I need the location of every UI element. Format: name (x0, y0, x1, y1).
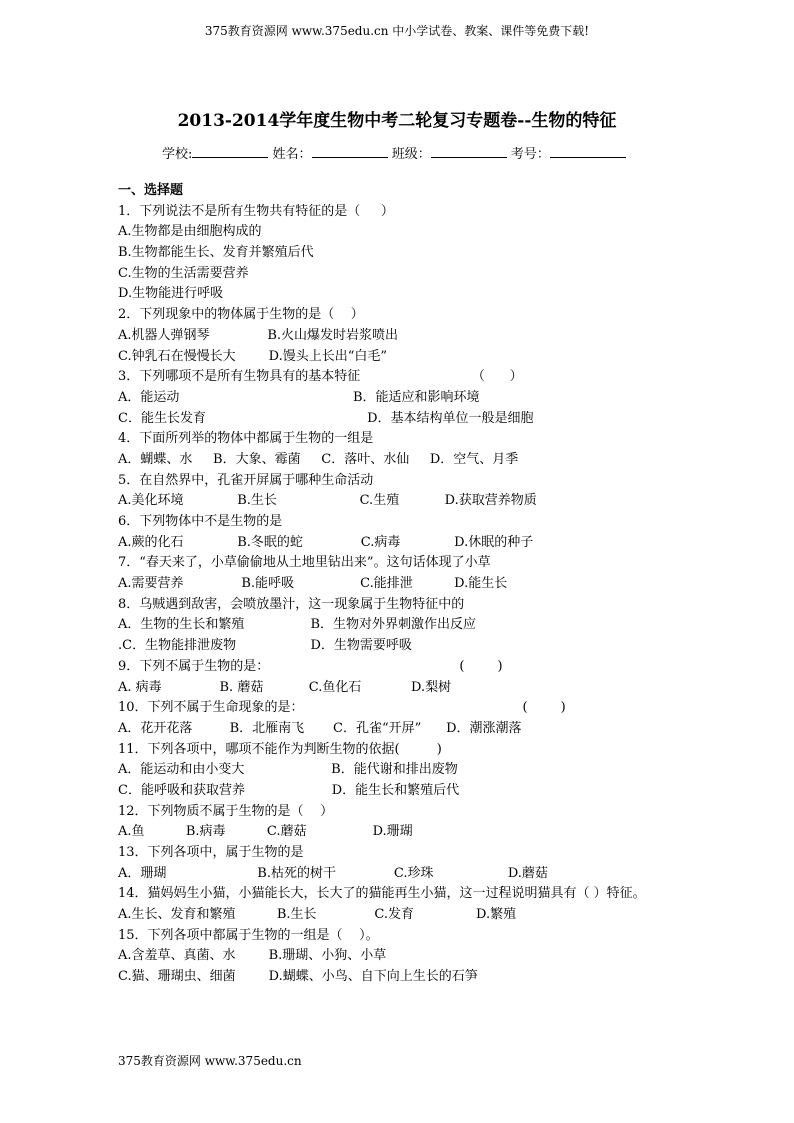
option-line: A.需要营养 B.能呼吸 C.能排泄 D.能生长 (118, 576, 508, 592)
question-line: 1．下列说法不是所有生物共有特征的是（ ） (118, 203, 394, 219)
question-line: 10．下列不属于生命现象的是： ( ) (118, 700, 566, 716)
number-blank (550, 143, 626, 158)
question-line: 4．下面所列举的物体中都属于生物的一组是 (118, 431, 374, 447)
question-line: 8．乌贼遇到敌害，会喷放墨汁，这一现象属于生物特征中的 (118, 596, 465, 612)
option-line: C.猫、珊瑚虫、细菌 D.蝴蝶、小鸟、自下向上生长的石笋 (118, 969, 478, 985)
page-title: 2013-2014学年度生物中考二轮复习专题卷--生物的特征 (177, 111, 617, 131)
option-line: B.生物都能生长、发育并繁殖后代 (118, 245, 314, 261)
question-line: 6．下列物体中不是生物的是 (118, 514, 283, 529)
question-line: 3．下列哪项不是所有生物具有的基本特征 （ ） (118, 369, 523, 385)
option-line: A.鱼 B.病毒 C.蘑菇 D.珊瑚 (118, 824, 413, 840)
question-line: 7．“春天来了，小草偷偷地从土地里钻出来”。这句话体现了小草 (118, 555, 491, 571)
option-line: A.生长、发育和繁殖 B.生长 C.发育 D.繁殖 (118, 907, 517, 923)
question-line: 12．下列物质不属于生物的是（ ） (118, 803, 334, 819)
option-line: A.美化环境 B.生长 C.生殖 D.获取营养物质 (118, 493, 537, 509)
option-line: A. 病毒 B. 蘑菇 C.鱼化石 D.梨树 (118, 679, 452, 695)
option-line: C.钟乳石在慢慢长大 D.馒头上长出“白毛” (118, 348, 388, 364)
name-label: 姓名： (272, 147, 312, 162)
option-line: C．能呼吸和获取营养 D．能生长和繁殖后代 (118, 782, 460, 798)
option-line: A．花开花落 B．北雁南飞 C．孔雀“开屏” D．潮涨潮落 (118, 720, 522, 736)
option-line: D.生物能进行呼吸 (118, 286, 224, 302)
school-blank (192, 143, 268, 158)
option-line: A．珊瑚 B.枯死的树干 C.珍珠 D.蘑菇 (118, 865, 548, 881)
option-line: A.蕨的化石 B.冬眠的蛇 C.病毒 D.休眠的种子 (118, 534, 534, 550)
question-line: 2．下列现象中的物体属于生物的是（ ） (118, 307, 364, 323)
question-line: 9．下列不属于生物的是： ( ) (118, 658, 503, 674)
student-info-row (162, 143, 626, 162)
question-line: 14．猫妈妈生小猫，小猫能长大，长大了的猫能再生小猫，这一过程说明猫具有（ ）特征。 (118, 886, 646, 902)
question-line: 11．下列各项中，哪项不能作为判断生物的依据( ) (118, 741, 442, 757)
class-label: 班级： (391, 147, 431, 162)
option-line: C.生物的生活需要营养 (118, 265, 249, 281)
option-line: A.机器人弹钢琴 B.火山爆发时岩浆喷出 (118, 327, 399, 343)
page-footer: 375教育资源网 www.375edu.cn (118, 1054, 302, 1068)
name-blank (312, 143, 388, 158)
option-line: C．能生长发育 D．基本结构单位一般是细胞 (118, 410, 534, 426)
option-line: A．生物的生长和繁殖 B．生物对外界刺激作出反应 (118, 617, 477, 633)
page-header: 375教育资源网 www.375edu.cn 中小学试卷、教案、课件等免费下载! (204, 24, 590, 38)
option-line: A.含羞草、真菌、水 B.珊瑚、小狗、小草 (118, 948, 387, 964)
option-line: A．蝴蝶、水 B．大象、霉菌 C．落叶、水仙 D．空气、月季 (118, 451, 519, 467)
school-label: 学校: (162, 147, 193, 162)
number-label: 考号： (510, 147, 550, 162)
question-line: 15．下列各项中都属于生物的一组是（ ）。 (118, 927, 379, 943)
option-line: A．能运动和由小变大 B．能代谢和排出废物 (118, 762, 458, 778)
section-heading: 一、选择题 (118, 183, 184, 198)
option-line: A.生物都是由细胞构成的 (118, 224, 262, 240)
class-blank (431, 143, 507, 158)
question-line: 5．在自然界中，孔雀开屏属于哪种生命活动 (118, 472, 374, 488)
question-content (118, 181, 688, 988)
option-line: .C．生物能排泄废物 D．生物需要呼吸 (118, 638, 412, 654)
option-line: A．能运动 B．能适应和影响环境 (118, 389, 480, 405)
question-line: 13．下列各项中，属于生物的是 (118, 845, 304, 860)
